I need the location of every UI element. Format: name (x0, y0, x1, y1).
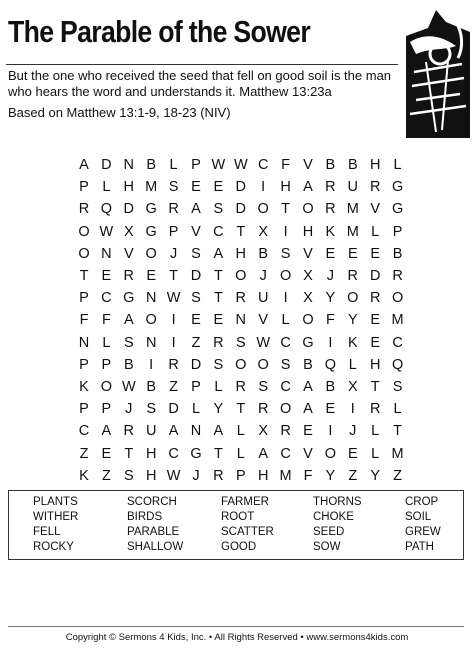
word-bank-item: GOOD (221, 541, 257, 553)
grid-letter: E (325, 245, 336, 262)
grid-letter: R (123, 423, 135, 440)
grid-letter: A (213, 245, 224, 262)
grid-letter: A (303, 379, 313, 395)
grid-letter: P (79, 290, 89, 307)
grid-letter: K (79, 467, 89, 484)
grid-letter: B (303, 356, 313, 373)
grid-letter: L (393, 157, 402, 173)
grid-letter: K (347, 334, 358, 351)
grid-letter: Q (100, 201, 113, 218)
grid-letter: U (257, 290, 269, 307)
grid-letter: R (168, 201, 179, 218)
grid-letter: U (347, 179, 359, 196)
grid-letter: R (168, 356, 179, 373)
grid-letter: L (191, 401, 201, 418)
grid-letter: B (146, 157, 157, 173)
grid-letter: E (146, 268, 157, 284)
word-bank-item: SOW (313, 541, 341, 553)
grid-letter: W (121, 379, 136, 395)
grid-letter: U (145, 423, 157, 440)
grid-letter: N (123, 157, 135, 173)
sower-illustration (406, 2, 470, 138)
grid-letter: W (211, 157, 226, 173)
word-bank-item: PLANTS (33, 496, 78, 508)
copyright-footer: Copyright © Sermons 4 Kids, Inc. • All Rights Reserved • www.sermons4kids.com (65, 632, 409, 643)
grid-letter: O (257, 201, 269, 218)
grid-letter: E (303, 423, 313, 440)
grid-letter: L (236, 423, 245, 440)
grid-letter: R (392, 268, 403, 284)
footer-divider (8, 626, 464, 627)
grid-letter: V (303, 245, 313, 262)
grid-letter: E (191, 179, 201, 196)
grid-letter: D (369, 268, 381, 284)
grid-letter: R (235, 290, 247, 307)
grid-letter: R (235, 379, 247, 395)
grid-letter: V (123, 245, 134, 262)
grid-letter: E (101, 268, 112, 284)
word-bank (8, 490, 464, 560)
grid-letter: L (102, 334, 111, 351)
grid-letter: P (79, 179, 89, 196)
grid-letter: N (235, 312, 247, 329)
grid-letter: O (78, 245, 90, 262)
grid-letter: D (190, 268, 202, 284)
grid-letter: T (281, 201, 291, 218)
grid-letter: R (347, 268, 359, 284)
grid-letter: S (280, 245, 291, 262)
grid-letter: M (391, 445, 404, 462)
grid-letter: T (236, 401, 246, 418)
page-title: The Parable of the Sower (8, 14, 311, 49)
grid-letter: E (370, 312, 381, 329)
grid-letter: G (123, 290, 135, 307)
grid-letter: R (123, 268, 135, 284)
grid-letter: Z (393, 467, 403, 484)
grid-letter: O (100, 379, 113, 395)
grid-letter: A (191, 201, 201, 218)
title-divider (6, 64, 398, 65)
grid-letter: X (303, 290, 313, 307)
grid-letter: B (123, 356, 134, 373)
grid-letter: O (145, 312, 157, 329)
grid-letter: A (79, 157, 89, 173)
grid-letter: P (79, 401, 89, 418)
grid-letter: E (347, 445, 358, 462)
grid-letter: O (145, 245, 157, 262)
grid-letter: N (78, 334, 90, 351)
grid-letter: N (190, 423, 202, 440)
grid-letter: I (283, 290, 288, 307)
grid-letter: V (258, 312, 269, 329)
grid-letter: D (123, 201, 135, 218)
grid-letter: P (392, 223, 403, 240)
grid-letter: B (258, 245, 269, 262)
grid-letter: O (302, 201, 314, 218)
grid-letter: B (392, 245, 403, 262)
grid-letter: N (145, 290, 157, 307)
grid-letter: W (166, 290, 181, 307)
grid-letter: L (214, 379, 223, 395)
word-bank-item: PATH (405, 541, 434, 553)
grid-letter: C (280, 334, 291, 351)
grid-letter: Z (101, 467, 111, 484)
grid-letter: E (325, 401, 336, 418)
grid-letter: C (257, 157, 269, 173)
grid-letter: O (324, 445, 337, 462)
grid-letter: R (325, 201, 336, 218)
grid-letter: I (328, 334, 333, 351)
grid-letter: O (235, 268, 247, 284)
grid-letter: Q (391, 356, 404, 373)
grid-letter: I (350, 401, 355, 418)
grid-letter: B (146, 379, 157, 395)
word-bank-item: SEED (313, 526, 345, 538)
grid-letter: H (257, 467, 269, 484)
grid-letter: C (213, 223, 224, 240)
grid-letter: H (123, 179, 135, 196)
grid-letter: F (79, 312, 89, 329)
grid-letter: B (325, 379, 336, 395)
grid-letter: I (328, 423, 333, 440)
grid-letter: R (369, 401, 381, 418)
grid-letter: O (279, 268, 292, 284)
word-search-grid (72, 154, 410, 484)
grid-letter: L (236, 445, 245, 462)
grid-letter: I (171, 312, 176, 329)
grid-letter: F (325, 312, 335, 329)
grid-letter: E (347, 245, 358, 262)
grid-letter: E (370, 334, 381, 351)
grid-letter: A (168, 423, 179, 440)
grid-letter: V (303, 157, 313, 173)
grid-letter: O (235, 356, 247, 373)
word-bank-item: THORNS (313, 496, 362, 508)
grid-letter: M (279, 467, 292, 484)
grid-letter: A (303, 179, 313, 196)
word-bank-item: BIRDS (127, 511, 163, 523)
grid-letter: P (79, 356, 89, 373)
grid-letter: Y (347, 312, 358, 329)
grid-letter: V (303, 445, 313, 462)
grid-letter: J (192, 467, 200, 484)
grid-letter: L (371, 423, 380, 440)
grid-letter: V (370, 201, 381, 218)
grid-letter: S (280, 356, 291, 373)
grid-letter: M (346, 223, 359, 240)
grid-letter: M (391, 312, 404, 329)
word-bank-item: PARABLE (127, 526, 180, 538)
grid-letter: O (347, 290, 359, 307)
grid-letter: Y (213, 401, 224, 418)
grid-letter: E (191, 312, 201, 329)
grid-letter: J (125, 401, 133, 418)
grid-letter: A (303, 401, 313, 418)
grid-letter: Z (348, 467, 358, 484)
grid-letter: D (235, 201, 247, 218)
word-bank-item: SHALLOW (127, 541, 184, 553)
word-bank-item: GREW (405, 526, 441, 538)
grid-letter: G (391, 201, 404, 218)
grid-letter: C (78, 423, 90, 440)
grid-letter: E (101, 445, 112, 462)
grid-letter: R (369, 290, 381, 307)
grid-letter: T (236, 223, 246, 240)
grid-letter: Z (79, 445, 89, 462)
grid-letter: R (369, 179, 381, 196)
grid-letter: C (280, 445, 291, 462)
grid-letter: H (369, 356, 381, 373)
grid-letter: R (78, 201, 90, 218)
grid-letter: D (101, 157, 112, 173)
grid-letter: S (123, 334, 134, 351)
grid-letter: M (346, 201, 359, 218)
grid-letter: R (325, 179, 336, 196)
grid-letter: N (145, 334, 157, 351)
grid-letter: I (283, 223, 288, 240)
grid-letter: O (279, 401, 292, 418)
word-bank-item: FELL (33, 526, 61, 538)
grid-letter: P (235, 467, 246, 484)
grid-letter: L (393, 401, 402, 418)
grid-letter: W (233, 157, 248, 173)
grid-letter: J (259, 268, 267, 284)
grid-letter: S (123, 467, 134, 484)
grid-letter: T (213, 445, 223, 462)
grid-letter: S (213, 356, 224, 373)
grid-letter: E (213, 312, 224, 329)
grid-letter: W (99, 223, 114, 240)
grid-letter: L (371, 445, 380, 462)
grid-letter: I (171, 334, 176, 351)
grid-letter: K (325, 223, 336, 240)
grid-letter: X (258, 423, 269, 440)
grid-letter: F (281, 157, 291, 173)
grid-letter: X (123, 223, 134, 240)
grid-letter: A (258, 445, 269, 462)
grid-letter: L (371, 223, 380, 240)
grid-letter: O (302, 312, 314, 329)
grid-letter: C (392, 334, 403, 351)
grid-letter: V (191, 223, 201, 240)
grid-letter: H (145, 467, 157, 484)
grid-letter: C (168, 445, 179, 462)
grid-letter: L (281, 312, 290, 329)
grid-letter: G (190, 445, 202, 462)
grid-letter: D (190, 356, 202, 373)
grid-letter: D (235, 179, 247, 196)
grid-letter: S (146, 401, 157, 418)
grid-letter: L (169, 157, 178, 173)
grid-letter: W (166, 467, 181, 484)
grid-letter: X (303, 268, 313, 284)
grid-letter: E (213, 179, 224, 196)
grid-letter: F (101, 312, 111, 329)
grid-letter: W (256, 334, 271, 351)
grid-letter: Z (169, 379, 179, 395)
grid-letter: L (102, 179, 111, 196)
grid-letter: Z (191, 334, 201, 351)
grid-letter: Y (325, 467, 336, 484)
grid-letter: R (213, 467, 224, 484)
grid-letter: I (261, 179, 266, 196)
grid-letter: X (347, 379, 358, 395)
grid-letter: S (191, 290, 201, 307)
grid-letter: Y (325, 290, 336, 307)
grid-letter: A (213, 423, 224, 440)
word-bank-item: ROCKY (33, 541, 74, 553)
grid-letter: Y (370, 467, 381, 484)
grid-letter: Q (324, 356, 337, 373)
grid-letter: I (149, 356, 154, 373)
grid-letter: S (392, 379, 403, 395)
grid-letter: C (101, 290, 112, 307)
grid-letter: S (258, 379, 269, 395)
grid-letter: H (280, 179, 291, 196)
grid-letter: G (391, 179, 404, 196)
grid-letter: T (393, 423, 403, 440)
grid-letter: B (325, 157, 336, 173)
grid-letter: T (124, 445, 134, 462)
word-bank-item: SCATTER (221, 526, 274, 538)
grid-letter: P (168, 223, 179, 240)
grid-letter: A (123, 312, 134, 329)
grid-letter: H (145, 445, 157, 462)
word-bank-item: SOIL (405, 511, 432, 523)
grid-letter: D (168, 401, 179, 418)
word-bank-item: ROOT (221, 511, 255, 523)
grid-letter: X (258, 223, 269, 240)
grid-letter: J (169, 245, 178, 262)
grid-letter: R (280, 423, 291, 440)
grid-letter: S (168, 179, 179, 196)
scripture-verse: But the one who received the seed that fell on good soil is the man who hears the word and understands it. Matthew 13:23a (8, 68, 392, 99)
word-bank-item: WITHER (33, 511, 79, 523)
grid-letter: G (145, 223, 157, 240)
grid-letter: J (326, 268, 335, 284)
grid-letter: F (303, 467, 313, 484)
grid-letter: E (370, 245, 381, 262)
grid-letter: H (235, 245, 247, 262)
grid-letter: G (302, 334, 314, 351)
word-bank-item: SCORCH (127, 496, 177, 508)
grid-letter: C (280, 379, 291, 395)
grid-letter: O (391, 290, 404, 307)
grid-letter: K (79, 379, 89, 395)
word-bank-item: FARMER (221, 496, 269, 508)
grid-letter: S (213, 201, 224, 218)
grid-letter: T (213, 290, 223, 307)
grid-letter: T (370, 379, 380, 395)
grid-letter: M (145, 179, 158, 196)
grid-letter: S (191, 245, 201, 262)
grid-letter: H (302, 223, 314, 240)
grid-letter: P (101, 401, 112, 418)
word-bank-item: CROP (405, 496, 439, 508)
grid-letter: O (78, 223, 90, 240)
grid-letter: H (369, 157, 381, 173)
based-on-reference: Based on Matthew 13:1-9, 18-23 (NIV) (8, 105, 231, 120)
grid-letter: B (347, 157, 358, 173)
grid-letter: T (213, 268, 223, 284)
grid-letter: J (349, 423, 357, 440)
grid-letter: P (191, 379, 201, 395)
grid-letter: N (101, 245, 112, 262)
word-bank-item: CHOKE (313, 511, 354, 523)
grid-letter: S (235, 334, 246, 351)
grid-letter: T (79, 268, 89, 284)
grid-letter: O (257, 356, 269, 373)
grid-letter: P (191, 157, 201, 173)
grid-letter: T (169, 268, 179, 284)
grid-letter: R (213, 334, 224, 351)
grid-letter: G (145, 201, 157, 218)
grid-letter: L (348, 356, 357, 373)
grid-letter: R (257, 401, 269, 418)
grid-letter: P (101, 356, 112, 373)
grid-letter: A (101, 423, 112, 440)
